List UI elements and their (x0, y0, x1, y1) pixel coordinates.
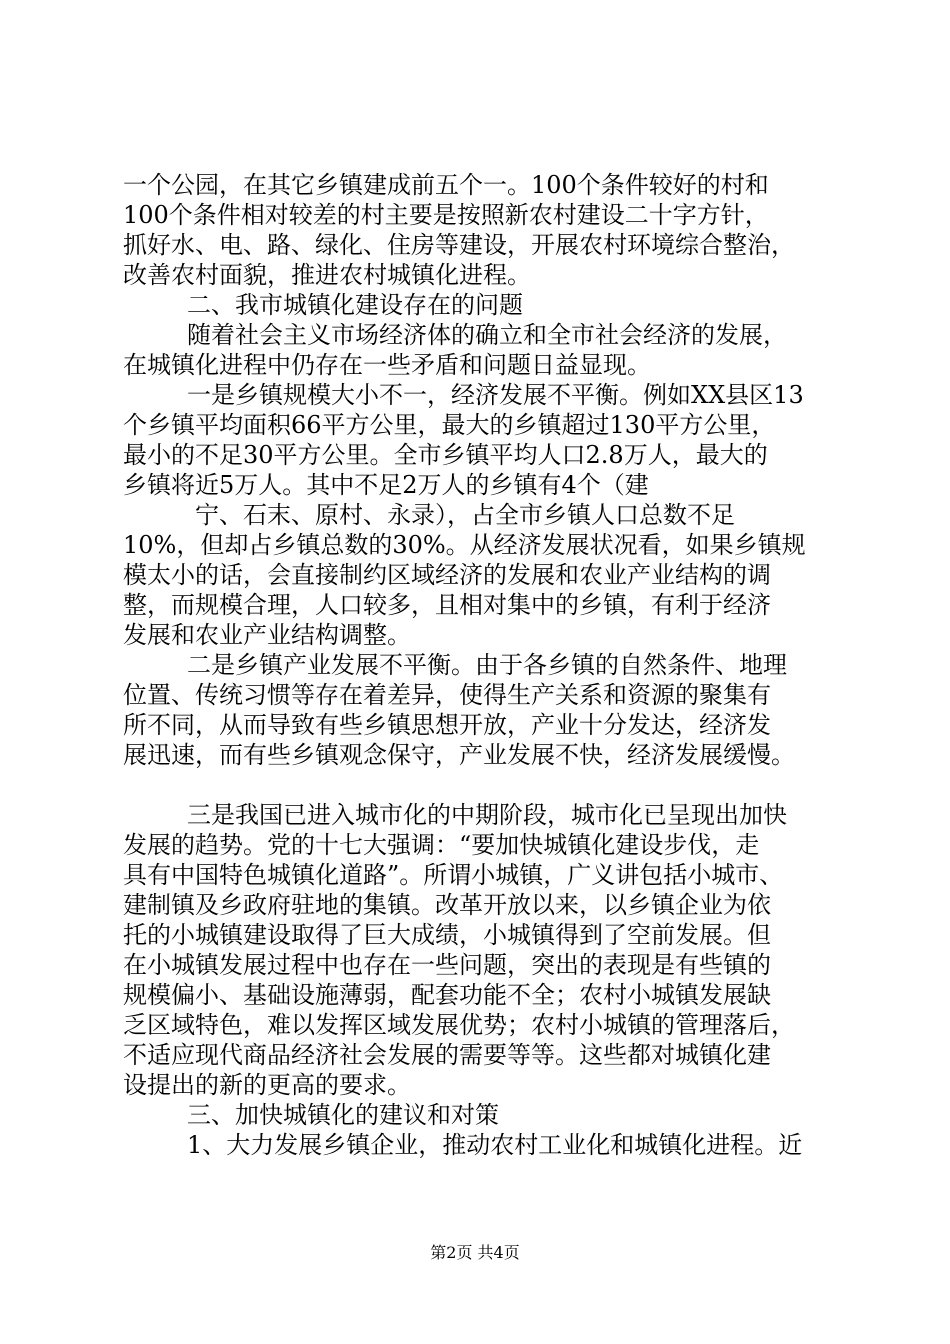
text-line: 100个条件相对较差的村主要是按照新农村建设二十字方针， (123, 201, 769, 229)
text-line: 一是乡镇规模大小不一，经济发展不平衡。例如XX县区13 (187, 381, 804, 409)
text-line: 抓好水、电、路、绿化、住房等建设，开展农村环境综合整治， (123, 231, 795, 259)
paragraph-gap (123, 770, 843, 800)
text-line: 所不同，从而导致有些乡镇思想开放，产业十分发达，经济发 (123, 711, 771, 739)
text-line: 最小的不足30平方公里。全市乡镇平均人口2.8万人，最大的 (123, 441, 768, 469)
text-line: 规模偏小、基础设施薄弱，配套功能不全；农村小城镇发展缺 (123, 981, 771, 1009)
text-line: 托的小城镇建设取得了巨大成绩，小城镇得到了空前发展。但 (123, 921, 771, 949)
document-body (123, 170, 843, 1160)
text-line: 10%，但却占乡镇总数的30%。从经济发展状况看，如果乡镇规 (123, 531, 806, 559)
text-line: 发展和农业产业结构调整。 (123, 621, 411, 649)
text-line: 在小城镇发展过程中也存在一些问题，突出的表现是有些镇的 (123, 951, 771, 979)
text-line: 二是乡镇产业发展不平衡。由于各乡镇的自然条件、地理 (187, 651, 787, 679)
text-line: 建制镇及乡政府驻地的集镇。改革开放以来，以乡镇企业为依 (123, 891, 771, 919)
text-line: 整，而规模合理，人口较多，且相对集中的乡镇，有利于经济 (123, 591, 771, 619)
text-line: 三是我国已进入城市化的中期阶段，城市化已呈现出加快 (187, 801, 787, 829)
text-line: 宁、石末、原村、永录），占全市乡镇人口总数不足 (195, 501, 735, 529)
text-line: 发展的趋势。党的十七大强调：“要加快城镇化建设步伐，走 (123, 831, 760, 859)
text-line: 一个公园，在其它乡镇建成前五个一。100个条件较好的村和 (123, 171, 769, 199)
section-heading: 三、加快城镇化的建议和对策 (187, 1101, 499, 1129)
text-line: 在城镇化进程中仍存在一些矛盾和问题日益显现。 (123, 351, 651, 379)
text-line: 模太小的话，会直接制约区域经济的发展和农业产业结构的调 (123, 561, 771, 589)
text-line: 位置、传统习惯等存在着差异，使得生产关系和资源的聚集有 (123, 681, 771, 709)
page-footer: 第2页 共4页 (430, 1243, 520, 1262)
text-line: 乡镇将近5万人。其中不足2万人的乡镇有4个（建 (123, 471, 649, 499)
section-heading: 二、我市城镇化建设存在的问题 (187, 291, 523, 319)
text-line: 展迅速，而有些乡镇观念保守，产业发展不快，经济发展缓慢。 (123, 741, 795, 769)
text-line: 1、大力发展乡镇企业，推动农村工业化和城镇化进程。近 (187, 1131, 803, 1159)
text-line: 设提出的新的更高的要求。 (123, 1071, 411, 1099)
text-line: 不适应现代商品经济社会发展的需要等等。这些都对城镇化建 (123, 1041, 771, 1069)
text-line: 改善农村面貌，推进农村城镇化进程。 (123, 261, 531, 289)
text-line: 个乡镇平均面积66平方公里，最大的乡镇超过130平方公里， (123, 411, 776, 439)
text-line: 乏区域特色，难以发挥区域发展优势；农村小城镇的管理落后， (123, 1011, 795, 1039)
text-line: 随着社会主义市场经济体的确立和全市社会经济的发展， (187, 321, 787, 349)
text-line: 具有中国特色城镇化道路”。所谓小城镇，广义讲包括小城市、 (123, 861, 784, 889)
